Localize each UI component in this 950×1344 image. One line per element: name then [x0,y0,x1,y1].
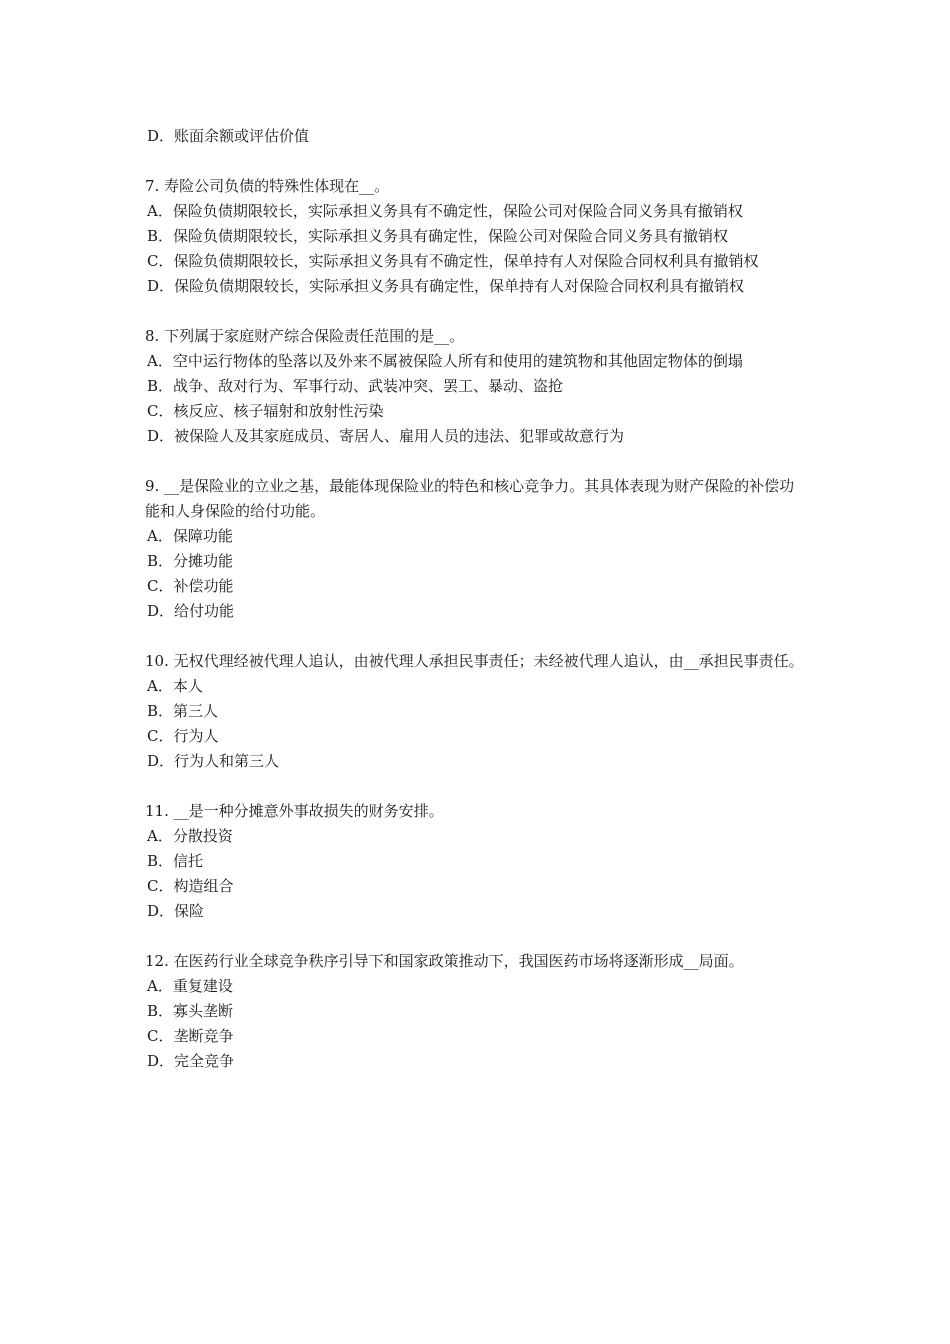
option-d: D．保险 [147,902,205,920]
option-c: C．保险负债期限较长，实际承担义务具有不确定性，保单持有人对保险合同权利具有撤销权 [147,252,759,270]
option-d: D．给付功能 [147,602,235,620]
question-stem: 7. 寿险公司负债的特殊性体现在__。 [145,177,390,195]
option-a: A．本人 [147,677,203,695]
question-stem: 12. 在医药行业全球竞争秩序引导下和国家政策推动下，我国医药市场将逐渐形成__局面。 [145,952,744,970]
question-stem: 11. __是一种分摊意外事故损失的财务安排。 [145,802,444,820]
option-a: A．保障功能 [147,527,233,545]
question-12 [145,949,807,1074]
option-b: B．第三人 [147,702,219,720]
option-d-previous: D．账面余额或评估价值 [147,127,310,145]
option-b: B．战争、敌对行为、军事行动、武装冲突、罢工、暴动、盗抢 [147,377,564,395]
option-c: C．行为人 [147,727,219,745]
option-b: B．分摊功能 [147,552,234,570]
question-stem: 9. __是保险业的立业之基，最能体现保险业的特色和核心竞争力。其具体表现为财产保险的补偿功能和人身保险的给付功能。 [145,477,795,520]
option-c: C．构造组合 [147,877,234,895]
question-7 [145,174,807,299]
question-11 [145,799,807,924]
option-a: A．空中运行物体的坠落以及外来不属被保险人所有和使用的建筑物和其他固定物体的倒塌 [147,352,743,370]
spacer [145,624,807,649]
question-stem: 8. 下列属于家庭财产综合保险责任范围的是__。 [145,327,465,345]
option-d: D．被保险人及其家庭成员、寄居人、雇用人员的违法、犯罪或故意行为 [147,427,625,445]
option-d: D．行为人和第三人 [147,752,280,770]
option-a: A．保险负债期限较长，实际承担义务具有不确定性，保险公司对保险合同义务具有撤销权 [147,202,743,220]
option-b: B．保险负债期限较长，实际承担义务具有确定性，保险公司对保险合同义务具有撤销权 [147,227,729,245]
option-c: C．垄断竞争 [147,1027,234,1045]
question-8 [145,324,807,449]
spacer [145,774,807,799]
option-b: B．寡头垄断 [147,1002,234,1020]
question-stem: 10. 无权代理经被代理人追认，由被代理人承担民事责任；未经被代理人追认，由__承担民事责任。 [145,652,804,670]
spacer [145,299,807,324]
option-c: C．核反应、核子辐射和放射性污染 [147,402,384,420]
question-9 [145,474,807,624]
spacer [145,924,807,949]
option-d: D．保险负债期限较长，实际承担义务具有确定性，保单持有人对保险合同权利具有撤销权 [147,277,745,295]
spacer [145,449,807,474]
option-b: B．信托 [147,852,204,870]
option-d: D．完全竞争 [147,1052,235,1070]
option-a: A．重复建设 [147,977,233,995]
option-a: A．分散投资 [147,827,233,845]
document-page [145,124,807,1074]
option-c: C．补偿功能 [147,577,234,595]
question-10 [145,649,807,774]
spacer [145,149,807,174]
